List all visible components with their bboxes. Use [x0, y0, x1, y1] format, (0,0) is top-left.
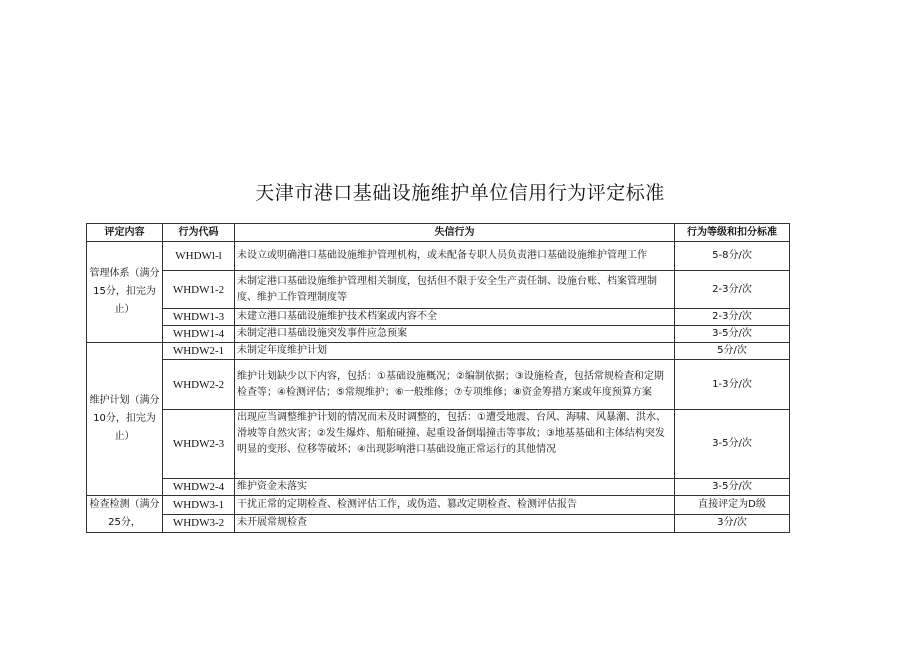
deduction-cell: 3-5分/次	[675, 410, 790, 479]
behavior-code-cell: WHDW3-2	[163, 514, 235, 533]
category-cell: 管理体系（满分15分，扣完为止）	[87, 242, 163, 343]
behavior-code-cell: WHDWl-l	[163, 242, 235, 271]
deduction-cell: 2-3分/次	[675, 271, 790, 309]
table-row	[87, 479, 790, 496]
deduction-cell: 3-5分/次	[675, 479, 790, 496]
table-row	[87, 326, 790, 343]
deduction-cell: 1-3分/次	[675, 360, 790, 410]
header-dishonest-behavior: 失信行为	[235, 224, 675, 242]
behavior-desc-cell: 未开展常规检查	[235, 514, 675, 533]
behavior-desc-cell: 未建立港口基础设施维护技术档案或内容不全	[235, 309, 675, 326]
deduction-cell: 5分/次	[675, 343, 790, 360]
table-row	[87, 360, 790, 410]
table-row	[87, 514, 790, 533]
behavior-desc-cell: 未设立或明确港口基础设施维护管理机构，或未配备专职人员负责港口基础设施维护管理工作	[235, 242, 675, 271]
deduction-cell: 5-8分/次	[675, 242, 790, 271]
deduction-cell: 3分/次	[675, 514, 790, 533]
behavior-desc-cell: 未制定年度维护计划	[235, 343, 675, 360]
deduction-cell: 直接评定为D级	[675, 496, 790, 515]
header-evaluation-content: 评定内容	[87, 224, 163, 242]
credit-standard-table	[86, 223, 790, 533]
behavior-code-cell: WHDW1-3	[163, 309, 235, 326]
deduction-cell: 2-3分/次	[675, 309, 790, 326]
behavior-code-cell: WHDW3-1	[163, 496, 235, 515]
behavior-code-cell: WHDW1-2	[163, 271, 235, 309]
table-row	[87, 496, 790, 515]
behavior-code-cell: WHDW2-2	[163, 360, 235, 410]
behavior-code-cell: WHDW2-1	[163, 343, 235, 360]
behavior-desc-cell: 维护资金未落实	[235, 479, 675, 496]
behavior-code-cell: WHDW1-4	[163, 326, 235, 343]
table-row	[87, 410, 790, 479]
header-behavior-code: 行为代码	[163, 224, 235, 242]
table-row	[87, 309, 790, 326]
category-cell: 维护计划（满分10分，扣完为止）	[87, 343, 163, 496]
table-header-row	[87, 224, 790, 242]
table-row	[87, 343, 790, 360]
behavior-desc-cell: 维护计划缺少以下内容，包括：①基础设施概况；②编制依据；③设施检查，包括常规检查和定期检查等；④检测评估；⑤常规维护；⑥一般维修；⑦专项维修；⑧资金筹措方案或年度预算方案	[235, 360, 675, 410]
category-cell: 检查检测（满分25分，	[87, 496, 163, 533]
table-row	[87, 242, 790, 271]
behavior-desc-cell: 未制定港口基础设施突发事件应急预案	[235, 326, 675, 343]
behavior-desc-cell: 未制定港口基础设施维护管理相关制度，包括但不限于安全生产责任制、设施台账、档案管理制度、维护工作管理制度等	[235, 271, 675, 309]
table-row	[87, 271, 790, 309]
behavior-code-cell: WHDW2-4	[163, 479, 235, 496]
behavior-desc-cell: 出现应当调整维护计划的情况而未及时调整的，包括：①遭受地震、台风、海啸、风暴潮、洪水、滑坡等自然灾害；②发生爆炸、船舶碰撞、起重设备倒塌撞击等事故；③地基基础和主体结构突发明显的变形、位移等破坏；④出现影响港口基础设施正常运行的其他情况	[235, 410, 675, 479]
behavior-code-cell: WHDW2-3	[163, 410, 235, 479]
deduction-cell: 3-5分/次	[675, 326, 790, 343]
document-title: 天津市港口基础设施维护单位信用行为评定标准	[255, 182, 665, 204]
behavior-desc-cell: 干扰正常的定期检查、检测评估工作，或伪造、篡改定期检查、检测评估报告	[235, 496, 675, 515]
header-level-and-deduction: 行为等级和扣分标准	[675, 224, 790, 242]
